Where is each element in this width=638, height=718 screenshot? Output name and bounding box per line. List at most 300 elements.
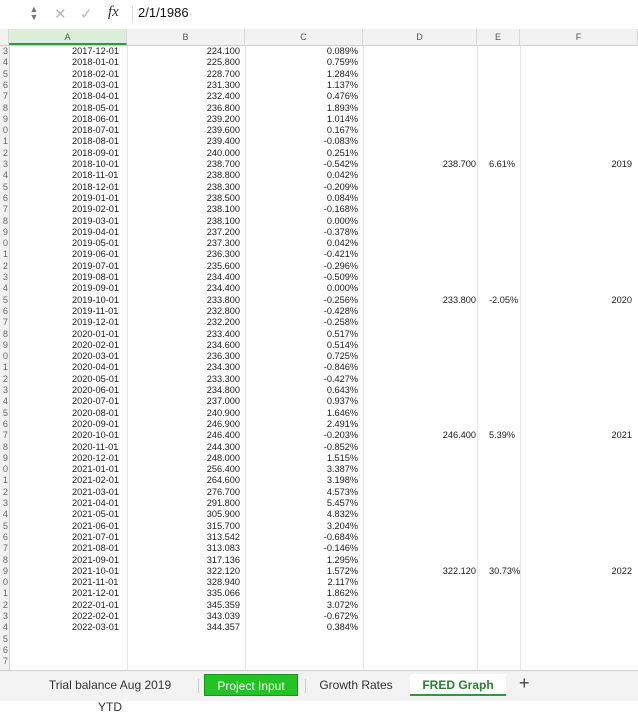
cell-change[interactable]: 0.476% xyxy=(326,91,358,102)
cell-year-value[interactable]: 238.700 xyxy=(442,159,476,169)
table-row[interactable] xyxy=(0,238,638,249)
cell-value[interactable]: 233.800 xyxy=(206,294,240,305)
row-number[interactable]: 5 xyxy=(0,521,8,532)
cell-date[interactable]: 2019-12-01 xyxy=(72,317,119,328)
table-row[interactable] xyxy=(0,136,638,147)
row-number[interactable]: 3 xyxy=(0,385,8,396)
cell-date[interactable]: 2019-11-01 xyxy=(72,305,119,316)
cell-date[interactable]: 2018-09-01 xyxy=(72,147,119,158)
table-row[interactable] xyxy=(0,306,638,317)
corner-cell[interactable] xyxy=(0,29,9,45)
cell-value[interactable]: 264.600 xyxy=(206,475,240,486)
cell-value[interactable]: 246.400 xyxy=(206,430,240,441)
cell-year[interactable]: 2020 xyxy=(611,294,632,305)
formula-divider xyxy=(132,6,133,23)
cell-value[interactable]: 238.700 xyxy=(206,159,240,169)
cell-change[interactable]: 0.084% xyxy=(326,192,358,203)
cell-value[interactable]: 344.357 xyxy=(206,622,240,633)
table-row[interactable] xyxy=(0,57,638,68)
cell-date[interactable]: 2018-10-01 xyxy=(72,159,119,169)
table-row[interactable] xyxy=(0,645,638,656)
cell-value[interactable]: 335.066 xyxy=(206,588,240,599)
tab-project-input[interactable]: Project Input xyxy=(204,674,298,696)
cell-date[interactable]: 2020-12-01 xyxy=(72,452,119,463)
cell-year[interactable]: 2021 xyxy=(611,430,632,441)
cell-value[interactable]: 225.800 xyxy=(206,57,240,68)
row-number[interactable]: 1 xyxy=(0,475,8,486)
row-number[interactable]: 7 xyxy=(0,543,8,554)
cell-change[interactable]: -0.672% xyxy=(323,611,358,621)
table-row[interactable] xyxy=(0,340,638,351)
cell-date[interactable]: 2020-01-01 xyxy=(72,328,119,339)
row-number[interactable]: 1 xyxy=(0,249,8,260)
row-number[interactable]: 3 xyxy=(0,498,8,509)
cell-value[interactable]: 238.100 xyxy=(206,215,240,226)
cell-date[interactable]: 2020-05-01 xyxy=(72,373,119,384)
table-row[interactable] xyxy=(0,396,638,407)
row-number[interactable]: 2 xyxy=(0,261,8,272)
row-number[interactable]: 0 xyxy=(0,125,8,136)
cell-date[interactable]: 2020-04-01 xyxy=(72,362,119,373)
table-row[interactable] xyxy=(0,509,638,520)
row-number[interactable]: 2 xyxy=(0,374,8,385)
row-number[interactable]: 7 xyxy=(0,204,8,215)
namebox-stepper[interactable]: ▲ ▼ xyxy=(29,4,39,22)
row-number[interactable]: 1 xyxy=(0,136,8,147)
table-row[interactable] xyxy=(0,566,638,577)
cell-date[interactable]: 2022-01-01 xyxy=(72,599,119,610)
cell-change[interactable]: 0.042% xyxy=(326,238,358,249)
cell-change[interactable]: -0.146% xyxy=(323,543,358,554)
table-row[interactable] xyxy=(0,159,638,170)
cell-change[interactable]: 0.643% xyxy=(326,385,358,395)
cell-value[interactable]: 313.083 xyxy=(206,543,240,554)
cell-date[interactable]: 2021-03-01 xyxy=(72,486,119,497)
cell-value[interactable]: 231.300 xyxy=(206,79,240,90)
cell-date[interactable]: 2020-06-01 xyxy=(72,385,119,395)
cell-year-value[interactable]: 322.120 xyxy=(442,565,476,576)
cell-change[interactable]: -0.846% xyxy=(323,362,358,373)
row-number[interactable]: 8 xyxy=(0,216,8,227)
table-row[interactable] xyxy=(0,182,638,193)
row-number[interactable]: 0 xyxy=(0,577,8,588)
cell-date[interactable]: 2018-01-01 xyxy=(72,57,119,68)
column-header-f[interactable]: F xyxy=(520,29,638,45)
cell-date[interactable]: 2019-01-01 xyxy=(72,192,119,203)
table-row[interactable] xyxy=(0,351,638,362)
cell-value[interactable]: 233.400 xyxy=(206,328,240,339)
cell-value[interactable]: 234.800 xyxy=(206,385,240,395)
cell-value[interactable]: 305.900 xyxy=(206,509,240,520)
cell-value[interactable]: 240.900 xyxy=(206,407,240,418)
cell-value[interactable]: 233.300 xyxy=(206,373,240,384)
cell-date[interactable]: 2019-08-01 xyxy=(72,272,119,282)
row-number[interactable]: 7 xyxy=(0,656,8,667)
cell-change[interactable]: 3.198% xyxy=(326,475,358,486)
cell-year-change[interactable]: -2.05% xyxy=(489,294,519,305)
cell-change[interactable]: -0.256% xyxy=(323,294,358,305)
cell-change[interactable]: 1.284% xyxy=(326,68,358,79)
cell-change[interactable]: -0.509% xyxy=(323,272,358,282)
cell-year-value[interactable]: 246.400 xyxy=(442,430,476,441)
cell-value[interactable]: 234.300 xyxy=(206,362,240,373)
cell-change[interactable]: 0.000% xyxy=(326,215,358,226)
row-number[interactable]: 7 xyxy=(0,430,8,441)
cell-change[interactable]: 4.573% xyxy=(326,486,358,497)
cancel-icon[interactable]: ✕ xyxy=(54,6,67,23)
row-number[interactable]: 7 xyxy=(0,317,8,328)
cell-value[interactable]: 237.000 xyxy=(206,396,240,407)
row-number[interactable]: 6 xyxy=(0,193,8,204)
row-number[interactable]: 7 xyxy=(0,91,8,102)
row-number[interactable]: 2 xyxy=(0,487,8,498)
cell-change[interactable]: 0.384% xyxy=(326,622,358,633)
table-row[interactable] xyxy=(0,577,638,588)
cell-change[interactable]: 1.137% xyxy=(326,79,358,90)
row-number[interactable]: 2 xyxy=(0,600,8,611)
formula-input[interactable]: 2/1/1986 xyxy=(138,5,189,20)
cell-date[interactable]: 2018-04-01 xyxy=(72,91,119,102)
table-row[interactable] xyxy=(0,475,638,486)
cell-change[interactable]: 0.725% xyxy=(326,351,358,362)
row-number[interactable]: 6 xyxy=(0,532,8,543)
row-number[interactable]: 9 xyxy=(0,114,8,125)
cell-value[interactable]: 239.600 xyxy=(206,125,240,136)
cell-value[interactable]: 232.800 xyxy=(206,305,240,316)
row-number[interactable]: 4 xyxy=(0,509,8,520)
cell-change[interactable]: -0.421% xyxy=(323,249,358,260)
cell-date[interactable]: 2018-11-01 xyxy=(72,170,119,181)
cell-change[interactable]: 0.937% xyxy=(326,396,358,407)
table-row[interactable] xyxy=(0,453,638,464)
row-number[interactable]: 0 xyxy=(0,464,8,475)
cell-change[interactable]: 2.117% xyxy=(327,577,358,588)
row-number[interactable]: 8 xyxy=(0,103,8,114)
row-number[interactable]: 6 xyxy=(0,80,8,91)
cell-value[interactable]: 239.200 xyxy=(206,113,240,124)
row-number[interactable]: 1 xyxy=(0,588,8,599)
row-number[interactable]: 8 xyxy=(0,442,8,453)
cell-value[interactable]: 291.800 xyxy=(206,498,240,508)
cell-date[interactable]: 2017-12-01 xyxy=(72,46,119,56)
table-row[interactable] xyxy=(0,419,638,430)
cell-year[interactable]: 2022 xyxy=(611,565,632,576)
column-header-row xyxy=(0,29,638,46)
column-header-c[interactable]: C xyxy=(245,29,363,45)
cell-change[interactable]: 0.517% xyxy=(326,328,358,339)
table-row[interactable] xyxy=(0,272,638,283)
cell-value[interactable]: 248.000 xyxy=(206,452,240,463)
cell-date[interactable]: 2021-04-01 xyxy=(72,498,119,508)
cell-grid[interactable] xyxy=(0,46,638,670)
cell-value[interactable]: 240.000 xyxy=(206,147,240,158)
cell-date[interactable]: 2020-03-01 xyxy=(72,351,119,362)
row-number[interactable]: 4 xyxy=(0,622,8,633)
row-number[interactable]: 0 xyxy=(0,351,8,362)
table-row[interactable] xyxy=(0,80,638,91)
row-number[interactable]: 3 xyxy=(0,159,8,170)
cell-date[interactable]: 2018-03-01 xyxy=(72,79,119,90)
cell-change[interactable]: 1.646% xyxy=(326,407,358,418)
table-row[interactable] xyxy=(0,216,638,227)
sheet-tab-bar xyxy=(0,670,638,714)
cell-value[interactable]: 317.136 xyxy=(206,554,240,565)
cell-change[interactable]: 3.387% xyxy=(326,464,358,475)
cell-change[interactable]: -0.542% xyxy=(323,159,358,169)
cell-change[interactable]: -0.209% xyxy=(323,181,358,192)
table-row[interactable] xyxy=(0,204,638,215)
cell-date[interactable]: 2022-02-01 xyxy=(72,611,119,621)
cell-change[interactable]: 3.204% xyxy=(326,520,358,531)
cell-year-change[interactable]: 6.61% xyxy=(489,159,516,169)
cell-year-change[interactable]: 30.73% xyxy=(489,565,521,576)
cell-date[interactable]: 2021-12-01 xyxy=(72,588,119,599)
table-row[interactable] xyxy=(0,227,638,238)
table-row[interactable] xyxy=(0,430,638,441)
cell-date[interactable]: 2021-06-01 xyxy=(72,520,119,531)
cell-value[interactable]: 276.700 xyxy=(206,486,240,497)
cell-change[interactable]: 0.089% xyxy=(326,46,358,56)
cell-value[interactable]: 237.300 xyxy=(206,238,240,249)
column-header-b[interactable]: B xyxy=(127,29,245,45)
tab-fred-graph[interactable]: FRED Graph xyxy=(410,674,506,696)
cell-change[interactable]: -0.378% xyxy=(323,226,358,237)
table-row[interactable] xyxy=(0,634,638,645)
row-number[interactable]: 9 xyxy=(0,566,8,577)
row-number[interactable]: 4 xyxy=(0,283,8,294)
cell-change[interactable]: -0.428% xyxy=(323,305,358,316)
table-row[interactable] xyxy=(0,543,638,554)
cell-change[interactable]: 1.014% xyxy=(326,113,358,124)
table-row[interactable] xyxy=(0,125,638,136)
tab-separator xyxy=(305,679,306,693)
table-row[interactable] xyxy=(0,408,638,419)
column-header-d[interactable]: D xyxy=(363,29,477,45)
cell-date[interactable]: 2021-09-01 xyxy=(72,554,119,565)
table-row[interactable] xyxy=(0,249,638,260)
table-row[interactable] xyxy=(0,46,638,57)
cell-value[interactable]: 238.300 xyxy=(206,181,240,192)
cell-date[interactable]: 2019-03-01 xyxy=(72,215,119,226)
cell-value[interactable]: 234.600 xyxy=(206,339,240,350)
cell-change[interactable]: -0.168% xyxy=(323,204,358,215)
table-row[interactable] xyxy=(0,600,638,611)
table-row[interactable] xyxy=(0,656,638,667)
cell-value[interactable]: 237.200 xyxy=(206,226,240,237)
table-row[interactable] xyxy=(0,588,638,599)
cell-date[interactable]: 2021-01-01 xyxy=(72,464,119,475)
cell-change[interactable]: 3.072% xyxy=(326,599,358,610)
cell-date[interactable]: 2019-04-01 xyxy=(72,226,119,237)
cell-date[interactable]: 2019-10-01 xyxy=(72,294,119,305)
cell-value[interactable]: 224.100 xyxy=(206,46,240,56)
table-row[interactable] xyxy=(0,69,638,80)
row-number[interactable]: 4 xyxy=(0,57,8,68)
cell-change[interactable]: 1.295% xyxy=(326,554,358,565)
row-number[interactable]: 0 xyxy=(0,238,8,249)
cell-value[interactable]: 345.359 xyxy=(206,599,240,610)
cell-change[interactable]: 1.862% xyxy=(326,588,358,599)
cell-date[interactable]: 2018-12-01 xyxy=(72,181,119,192)
cell-date[interactable]: 2019-06-01 xyxy=(72,249,119,260)
cell-date[interactable]: 2020-11-01 xyxy=(72,441,119,452)
column-header-e[interactable]: E xyxy=(477,29,520,45)
table-row[interactable] xyxy=(0,521,638,532)
row-number[interactable]: 4 xyxy=(0,396,8,407)
cell-date[interactable]: 2019-09-01 xyxy=(72,283,119,294)
row-number[interactable]: 5 xyxy=(0,634,8,645)
cell-date[interactable]: 2021-11-01 xyxy=(72,577,119,588)
row-number[interactable]: 9 xyxy=(0,453,8,464)
cell-value[interactable]: 343.039 xyxy=(206,611,240,621)
cell-value[interactable]: 315.700 xyxy=(206,520,240,531)
cell-date[interactable]: 2020-10-01 xyxy=(72,430,119,441)
row-number[interactable]: 2 xyxy=(0,148,8,159)
cell-value[interactable]: 239.400 xyxy=(206,136,240,147)
table-row[interactable] xyxy=(0,91,638,102)
cell-change[interactable]: 5.457% xyxy=(326,498,358,508)
column-header-a[interactable]: A xyxy=(9,29,127,45)
cell-date[interactable]: 2019-07-01 xyxy=(72,260,119,271)
cell-change[interactable]: -0.083% xyxy=(323,136,358,147)
cell-change[interactable]: 1.515% xyxy=(326,452,358,463)
add-sheet-button[interactable]: + xyxy=(519,673,530,693)
row-number[interactable]: 8 xyxy=(0,555,8,566)
table-row[interactable] xyxy=(0,362,638,373)
row-number[interactable]: 1 xyxy=(0,362,8,373)
row-number[interactable]: 5 xyxy=(0,182,8,193)
row-number[interactable]: 6 xyxy=(0,419,8,430)
cell-change[interactable]: -0.427% xyxy=(323,373,358,384)
cell-year[interactable]: 2019 xyxy=(611,159,632,169)
cell-date[interactable]: 2021-02-01 xyxy=(72,475,119,486)
table-row[interactable] xyxy=(0,114,638,125)
cell-value[interactable]: 232.200 xyxy=(206,317,240,328)
cell-date[interactable]: 2020-09-01 xyxy=(72,418,119,429)
row-number[interactable]: 5 xyxy=(0,408,8,419)
cell-value[interactable]: 322.120 xyxy=(206,565,240,576)
row-number[interactable]: 5 xyxy=(0,295,8,306)
row-number[interactable]: 9 xyxy=(0,340,8,351)
cell-value[interactable]: 236.300 xyxy=(206,351,240,362)
table-row[interactable] xyxy=(0,385,638,396)
cell-value[interactable]: 244.300 xyxy=(206,441,240,452)
cell-date[interactable]: 2021-08-01 xyxy=(72,543,119,554)
cell-date[interactable]: 2018-08-01 xyxy=(72,136,119,147)
cell-date[interactable]: 2021-05-01 xyxy=(72,509,119,520)
table-row[interactable] xyxy=(0,329,638,340)
table-row[interactable] xyxy=(0,317,638,328)
row-number[interactable]: 6 xyxy=(0,645,8,656)
cell-date[interactable]: 2020-08-01 xyxy=(72,407,119,418)
cell-date[interactable]: 2022-03-01 xyxy=(72,622,119,633)
row-number[interactable]: 3 xyxy=(0,272,8,283)
cell-year-value[interactable]: 233.800 xyxy=(442,294,476,305)
cell-change[interactable]: 0.759% xyxy=(326,57,358,68)
cell-change[interactable]: -0.684% xyxy=(323,531,358,542)
cell-value[interactable]: 313.542 xyxy=(206,531,240,542)
cell-date[interactable]: 2019-02-01 xyxy=(72,204,119,215)
table-row[interactable] xyxy=(0,487,638,498)
table-row[interactable] xyxy=(0,283,638,294)
cell-value[interactable]: 236.300 xyxy=(206,249,240,260)
cell-value[interactable]: 235.600 xyxy=(206,260,240,271)
cell-date[interactable]: 2020-07-01 xyxy=(72,396,119,407)
cell-value[interactable]: 256.400 xyxy=(206,464,240,475)
cell-date[interactable]: 2019-05-01 xyxy=(72,238,119,249)
row-number[interactable]: 8 xyxy=(0,329,8,340)
cell-value[interactable]: 236.800 xyxy=(206,102,240,113)
cell-value[interactable]: 238.500 xyxy=(206,192,240,203)
table-row[interactable] xyxy=(0,442,638,453)
table-row[interactable] xyxy=(0,261,638,272)
cell-value[interactable]: 232.400 xyxy=(206,91,240,102)
table-row[interactable] xyxy=(0,555,638,566)
cell-date[interactable]: 2020-02-01 xyxy=(72,339,119,350)
cell-value[interactable]: 228.700 xyxy=(206,68,240,79)
row-number[interactable]: 5 xyxy=(0,69,8,80)
cell-change[interactable]: 0.042% xyxy=(326,170,358,181)
table-row[interactable] xyxy=(0,170,638,181)
table-row[interactable] xyxy=(0,532,638,543)
cell-change[interactable]: 0.514% xyxy=(326,339,358,350)
cell-change[interactable]: 1.572% xyxy=(326,565,358,576)
cell-value[interactable]: 246.900 xyxy=(206,418,240,429)
cell-change[interactable]: -0.258% xyxy=(323,317,358,328)
table-row[interactable] xyxy=(0,148,638,159)
cell-year-change[interactable]: 5.39% xyxy=(489,430,516,441)
cell-value[interactable]: 238.100 xyxy=(206,204,240,215)
cell-change[interactable]: 0.000% xyxy=(326,283,358,294)
cell-date[interactable]: 2021-07-01 xyxy=(72,531,119,542)
cell-value[interactable]: 234.400 xyxy=(206,283,240,294)
table-row[interactable] xyxy=(0,498,638,509)
table-row[interactable] xyxy=(0,464,638,475)
cell-change[interactable]: 1.893% xyxy=(326,102,358,113)
table-row[interactable] xyxy=(0,622,638,633)
cell-change[interactable]: 0.167% xyxy=(326,125,358,136)
cell-change[interactable]: 2.491% xyxy=(326,418,358,429)
table-row[interactable] xyxy=(0,374,638,385)
cell-change[interactable]: 4.832% xyxy=(326,509,358,520)
tab-trial-balance[interactable]: Trial balance Aug 2019 YTD xyxy=(48,678,172,714)
cell-date[interactable]: 2021-10-01 xyxy=(72,565,119,576)
cell-date[interactable]: 2018-06-01 xyxy=(72,113,119,124)
function-icon[interactable]: fx xyxy=(108,4,119,20)
row-number[interactable]: 3 xyxy=(0,46,8,57)
table-row[interactable] xyxy=(0,611,638,622)
cell-date[interactable]: 2018-02-01 xyxy=(72,68,119,79)
confirm-icon[interactable]: ✓ xyxy=(80,6,93,23)
cell-change[interactable]: -0.296% xyxy=(323,260,358,271)
table-row[interactable] xyxy=(0,103,638,114)
tab-growth-rates[interactable]: Growth Rates xyxy=(319,678,393,692)
cell-value[interactable]: 234.400 xyxy=(206,272,240,282)
cell-change[interactable]: -0.203% xyxy=(323,430,358,441)
cell-change[interactable]: -0.852% xyxy=(323,441,358,452)
table-row[interactable] xyxy=(0,193,638,204)
row-number[interactable]: 9 xyxy=(0,227,8,238)
row-number[interactable]: 6 xyxy=(0,306,8,317)
table-row[interactable] xyxy=(0,295,638,306)
cell-change[interactable]: 0.251% xyxy=(326,147,358,158)
cell-date[interactable]: 2018-07-01 xyxy=(72,125,119,136)
cell-value[interactable]: 238.800 xyxy=(206,170,240,181)
row-number[interactable]: 4 xyxy=(0,170,8,181)
cell-date[interactable]: 2018-05-01 xyxy=(72,102,119,113)
cell-value[interactable]: 328.940 xyxy=(206,577,240,588)
row-number[interactable]: 3 xyxy=(0,611,8,622)
